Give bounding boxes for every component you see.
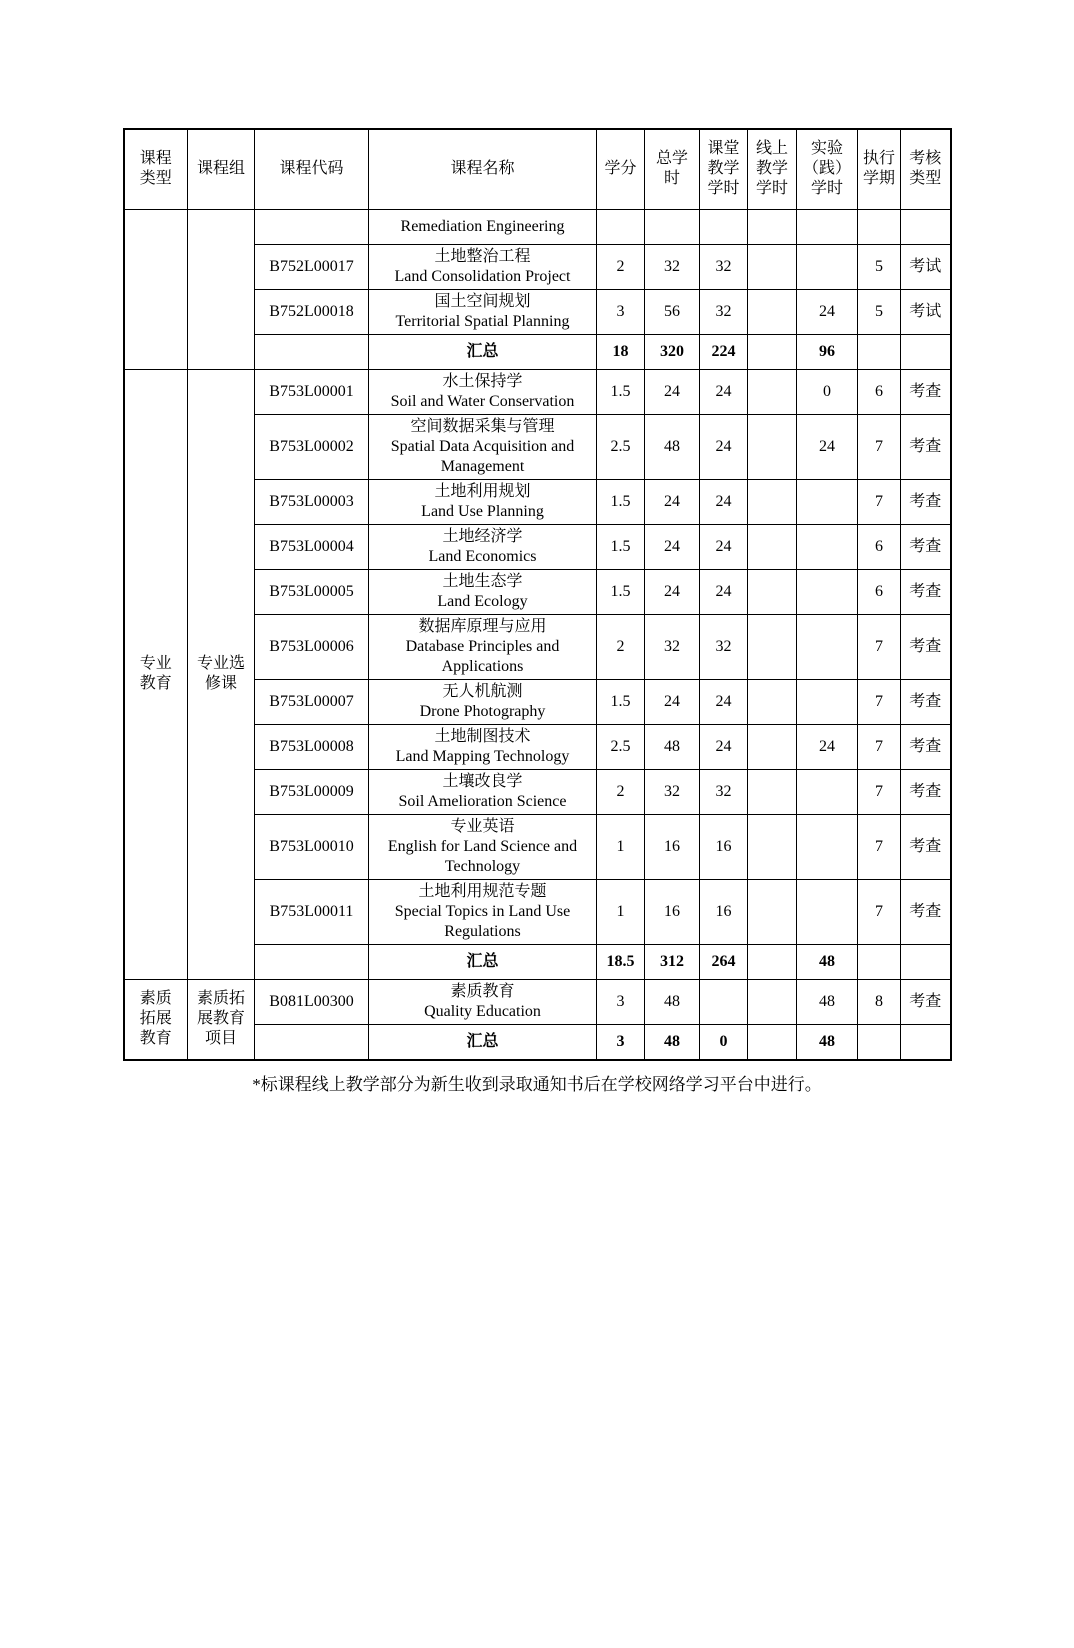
course-group-cell: 素质拓展教育项目 — [188, 979, 255, 1060]
semester-cell: 5 — [858, 289, 901, 334]
credits-cell: 2 — [597, 769, 645, 814]
course-code-cell: B753L00009 — [255, 769, 369, 814]
course-name-en: Remediation Engineering — [400, 217, 565, 235]
summary-label-cell: 汇总 — [369, 944, 597, 979]
course-row — [124, 209, 951, 244]
credits-cell: 1.5 — [597, 524, 645, 569]
total-hours-cell: 24 — [645, 479, 700, 524]
course-code-cell: B753L00005 — [255, 569, 369, 614]
semester-cell: 7 — [858, 724, 901, 769]
online-hours-cell — [748, 209, 797, 244]
course-name-zh: 水土保持学 — [442, 372, 523, 390]
total-hours-cell: 24 — [645, 679, 700, 724]
online-hours-cell — [748, 479, 797, 524]
practice-hours-cell — [797, 244, 858, 289]
column-header-classroom_hours: 课堂教学学时 — [700, 129, 748, 209]
course-name-zh: 专业英语 — [450, 817, 515, 835]
assessment-cell: 考查 — [901, 679, 951, 724]
course-name-zh: 素质教育 — [450, 982, 515, 1000]
course-name-zh: 土地经济学 — [442, 527, 523, 545]
classroom-hours-cell: 24 — [700, 679, 748, 724]
course-name-zh: 土地整治工程 — [434, 247, 531, 265]
course-name-cell — [369, 569, 597, 614]
column-header-online_hours: 线上教学学时 — [748, 129, 797, 209]
total-hours-cell: 24 — [645, 369, 700, 414]
classroom-hours-cell: 24 — [700, 569, 748, 614]
total-hours-cell: 24 — [645, 524, 700, 569]
credits-cell: 2 — [597, 614, 645, 679]
total-hours-cell: 48 — [645, 979, 700, 1024]
course-row — [124, 369, 951, 414]
online-hours-cell — [748, 814, 797, 879]
column-header-name: 课程名称 — [369, 129, 597, 209]
practice-hours-cell — [797, 524, 858, 569]
semester-cell: 6 — [858, 569, 901, 614]
assessment-cell: 考查 — [901, 979, 951, 1024]
course-name-en: Land Mapping Technology — [395, 747, 570, 765]
summary-classroom-hours-cell: 0 — [700, 1024, 748, 1060]
course-name-zh: 无人机航测 — [442, 682, 523, 700]
course-code-cell: B753L00010 — [255, 814, 369, 879]
course-name-zh: 数据库原理与应用 — [418, 617, 547, 635]
document-page — [0, 128, 1074, 1648]
column-header-course_group: 课程组 — [188, 129, 255, 209]
semester-cell: 7 — [858, 614, 901, 679]
semester-cell: 7 — [858, 414, 901, 479]
online-hours-cell — [748, 524, 797, 569]
practice-hours-cell — [797, 479, 858, 524]
credits-cell: 1.5 — [597, 569, 645, 614]
course-name-zh: 土壤改良学 — [442, 772, 523, 790]
column-header-semester: 执行学期 — [858, 129, 901, 209]
course-name-en: English for Land Science and Technology — [387, 837, 578, 875]
semester-cell: 8 — [858, 979, 901, 1024]
classroom-hours-cell: 32 — [700, 614, 748, 679]
semester-cell: 6 — [858, 369, 901, 414]
course-name-cell — [369, 614, 597, 679]
credits-cell: 1.5 — [597, 369, 645, 414]
credits-cell: 2.5 — [597, 724, 645, 769]
assessment-cell: 考查 — [901, 769, 951, 814]
course-code-cell: B753L00004 — [255, 524, 369, 569]
assessment-cell: 考查 — [901, 479, 951, 524]
summary-online-hours-cell — [748, 334, 797, 369]
total-hours-cell: 32 — [645, 614, 700, 679]
semester-cell: 7 — [858, 814, 901, 879]
total-hours-cell: 16 — [645, 879, 700, 944]
course-name-en: Soil and Water Conservation — [390, 392, 575, 410]
classroom-hours-cell: 24 — [700, 724, 748, 769]
course-code-cell — [255, 334, 369, 369]
course-name-en: Land Ecology — [437, 592, 528, 610]
online-hours-cell — [748, 979, 797, 1024]
credits-cell: 2 — [597, 244, 645, 289]
course-name-en: Land Use Planning — [421, 502, 544, 520]
course-type-cell: 专业教育 — [124, 369, 188, 979]
assessment-cell: 考查 — [901, 724, 951, 769]
course-code-cell: B752L00018 — [255, 289, 369, 334]
summary-online-hours-cell — [748, 1024, 797, 1060]
total-hours-cell: 24 — [645, 569, 700, 614]
summary-classroom-hours-cell: 224 — [700, 334, 748, 369]
course-name-zh: 土地利用规范专题 — [418, 882, 547, 900]
summary-total-hours-cell: 320 — [645, 334, 700, 369]
credits-cell: 1 — [597, 879, 645, 944]
course-code-cell: B753L00003 — [255, 479, 369, 524]
course-code-cell: B753L00002 — [255, 414, 369, 479]
online-hours-cell — [748, 679, 797, 724]
practice-hours-cell: 24 — [797, 289, 858, 334]
course-name-zh: 土地制图技术 — [434, 727, 531, 745]
summary-credits-cell: 18 — [597, 334, 645, 369]
column-header-assessment: 考核类型 — [901, 129, 951, 209]
practice-hours-cell: 0 — [797, 369, 858, 414]
summary-label-cell: 汇总 — [369, 334, 597, 369]
classroom-hours-cell: 32 — [700, 769, 748, 814]
credits-cell — [597, 209, 645, 244]
online-hours-cell — [748, 414, 797, 479]
credits-cell: 1.5 — [597, 479, 645, 524]
assessment-cell: 考查 — [901, 414, 951, 479]
total-hours-cell — [645, 209, 700, 244]
online-hours-cell — [748, 369, 797, 414]
course-name-cell — [369, 724, 597, 769]
credits-cell: 2.5 — [597, 414, 645, 479]
assessment-cell: 考试 — [901, 244, 951, 289]
semester-cell: 6 — [858, 524, 901, 569]
course-name-cell — [369, 369, 597, 414]
credits-cell: 3 — [597, 289, 645, 334]
online-hours-cell — [748, 289, 797, 334]
course-type-cell — [124, 209, 188, 369]
column-header-total_hours: 总学时 — [645, 129, 700, 209]
course-type-cell: 素质拓展教育 — [124, 979, 188, 1060]
course-name-zh: 土地利用规划 — [434, 482, 531, 500]
practice-hours-cell — [797, 209, 858, 244]
semester-cell: 5 — [858, 244, 901, 289]
total-hours-cell: 16 — [645, 814, 700, 879]
summary-semester-cell — [858, 1024, 901, 1060]
course-code-cell: B753L00001 — [255, 369, 369, 414]
summary-assessment-cell — [901, 944, 951, 979]
online-hours-cell — [748, 879, 797, 944]
practice-hours-cell — [797, 879, 858, 944]
assessment-cell: 考查 — [901, 879, 951, 944]
course-code-cell: B753L00006 — [255, 614, 369, 679]
summary-semester-cell — [858, 944, 901, 979]
practice-hours-cell — [797, 569, 858, 614]
course-name-cell — [369, 679, 597, 724]
total-hours-cell: 32 — [645, 769, 700, 814]
practice-hours-cell: 24 — [797, 724, 858, 769]
course-name-en: Soil Amelioration Science — [398, 792, 567, 810]
practice-hours-cell: 48 — [797, 979, 858, 1024]
classroom-hours-cell: 32 — [700, 289, 748, 334]
total-hours-cell: 56 — [645, 289, 700, 334]
curriculum-table — [123, 128, 952, 1061]
course-name-cell — [369, 814, 597, 879]
classroom-hours-cell: 24 — [700, 524, 748, 569]
course-name-cell — [369, 479, 597, 524]
course-name-zh: 国土空间规划 — [434, 292, 531, 310]
assessment-cell: 考试 — [901, 289, 951, 334]
online-hours-cell — [748, 569, 797, 614]
classroom-hours-cell — [700, 209, 748, 244]
semester-cell: 7 — [858, 479, 901, 524]
summary-semester-cell — [858, 334, 901, 369]
summary-assessment-cell — [901, 334, 951, 369]
summary-label-cell: 汇总 — [369, 1024, 597, 1060]
credits-cell: 1 — [597, 814, 645, 879]
course-name-en: Land Economics — [428, 547, 537, 565]
assessment-cell: 考查 — [901, 614, 951, 679]
course-name-zh: 空间数据采集与管理 — [410, 417, 555, 435]
assessment-cell — [901, 209, 951, 244]
course-code-cell — [255, 944, 369, 979]
assessment-cell: 考查 — [901, 814, 951, 879]
course-group-cell: 专业选修课 — [188, 369, 255, 979]
course-name-cell — [369, 244, 597, 289]
summary-assessment-cell — [901, 1024, 951, 1060]
course-name-cell — [369, 769, 597, 814]
column-header-code: 课程代码 — [255, 129, 369, 209]
practice-hours-cell — [797, 679, 858, 724]
course-code-cell: B081L00300 — [255, 979, 369, 1024]
course-code-cell: B753L00011 — [255, 879, 369, 944]
semester-cell: 7 — [858, 879, 901, 944]
header-row — [124, 129, 951, 209]
course-name-en: Drone Photography — [419, 702, 546, 720]
course-name-cell — [369, 524, 597, 569]
classroom-hours-cell: 16 — [700, 814, 748, 879]
course-row — [124, 979, 951, 1024]
classroom-hours-cell: 32 — [700, 244, 748, 289]
column-header-credits: 学分 — [597, 129, 645, 209]
course-code-cell: B753L00008 — [255, 724, 369, 769]
course-name-en: Spatial Data Acquisition and Management — [390, 437, 575, 475]
course-code-cell: B752L00017 — [255, 244, 369, 289]
total-hours-cell: 48 — [645, 414, 700, 479]
summary-total-hours-cell: 48 — [645, 1024, 700, 1060]
course-name-cell — [369, 979, 597, 1024]
online-hours-cell — [748, 769, 797, 814]
classroom-hours-cell: 16 — [700, 879, 748, 944]
classroom-hours-cell: 24 — [700, 414, 748, 479]
table-body — [124, 209, 951, 1060]
course-name-cell — [369, 414, 597, 479]
assessment-cell: 考查 — [901, 569, 951, 614]
course-name-en: Land Consolidation Project — [394, 267, 571, 285]
footnote: *标课程线上教学部分为新生收到录取通知书后在学校网络学习平台中进行。 — [252, 1074, 822, 1094]
classroom-hours-cell — [700, 979, 748, 1024]
course-code-cell — [255, 1024, 369, 1060]
practice-hours-cell — [797, 614, 858, 679]
total-hours-cell: 48 — [645, 724, 700, 769]
course-name-cell — [369, 289, 597, 334]
course-name-en: Quality Education — [424, 1002, 541, 1020]
semester-cell — [858, 209, 901, 244]
assessment-cell: 考查 — [901, 369, 951, 414]
course-name-en: Database Principles and Applications — [405, 637, 560, 675]
course-code-cell — [255, 209, 369, 244]
classroom-hours-cell: 24 — [700, 369, 748, 414]
course-name-cell — [369, 879, 597, 944]
total-hours-cell: 32 — [645, 244, 700, 289]
course-code-cell: B753L00007 — [255, 679, 369, 724]
column-header-course_type: 课程类型 — [124, 129, 188, 209]
practice-hours-cell — [797, 814, 858, 879]
credits-cell: 1.5 — [597, 679, 645, 724]
credits-cell: 3 — [597, 979, 645, 1024]
summary-practice-hours-cell: 48 — [797, 1024, 858, 1060]
course-group-cell — [188, 209, 255, 369]
online-hours-cell — [748, 724, 797, 769]
summary-credits-cell: 3 — [597, 1024, 645, 1060]
course-name-en: Special Topics in Land Use Regulations — [394, 902, 571, 940]
course-name-cell — [369, 209, 597, 244]
practice-hours-cell: 24 — [797, 414, 858, 479]
summary-practice-hours-cell: 48 — [797, 944, 858, 979]
course-name-en: Territorial Spatial Planning — [395, 312, 570, 330]
semester-cell: 7 — [858, 679, 901, 724]
online-hours-cell — [748, 614, 797, 679]
summary-total-hours-cell: 312 — [645, 944, 700, 979]
semester-cell: 7 — [858, 769, 901, 814]
course-name-zh: 土地生态学 — [442, 572, 523, 590]
summary-online-hours-cell — [748, 944, 797, 979]
practice-hours-cell — [797, 769, 858, 814]
column-header-practice_hours: 实验（践）学时 — [797, 129, 858, 209]
classroom-hours-cell: 24 — [700, 479, 748, 524]
online-hours-cell — [748, 244, 797, 289]
summary-classroom-hours-cell: 264 — [700, 944, 748, 979]
summary-practice-hours-cell: 96 — [797, 334, 858, 369]
summary-credits-cell: 18.5 — [597, 944, 645, 979]
assessment-cell: 考查 — [901, 524, 951, 569]
